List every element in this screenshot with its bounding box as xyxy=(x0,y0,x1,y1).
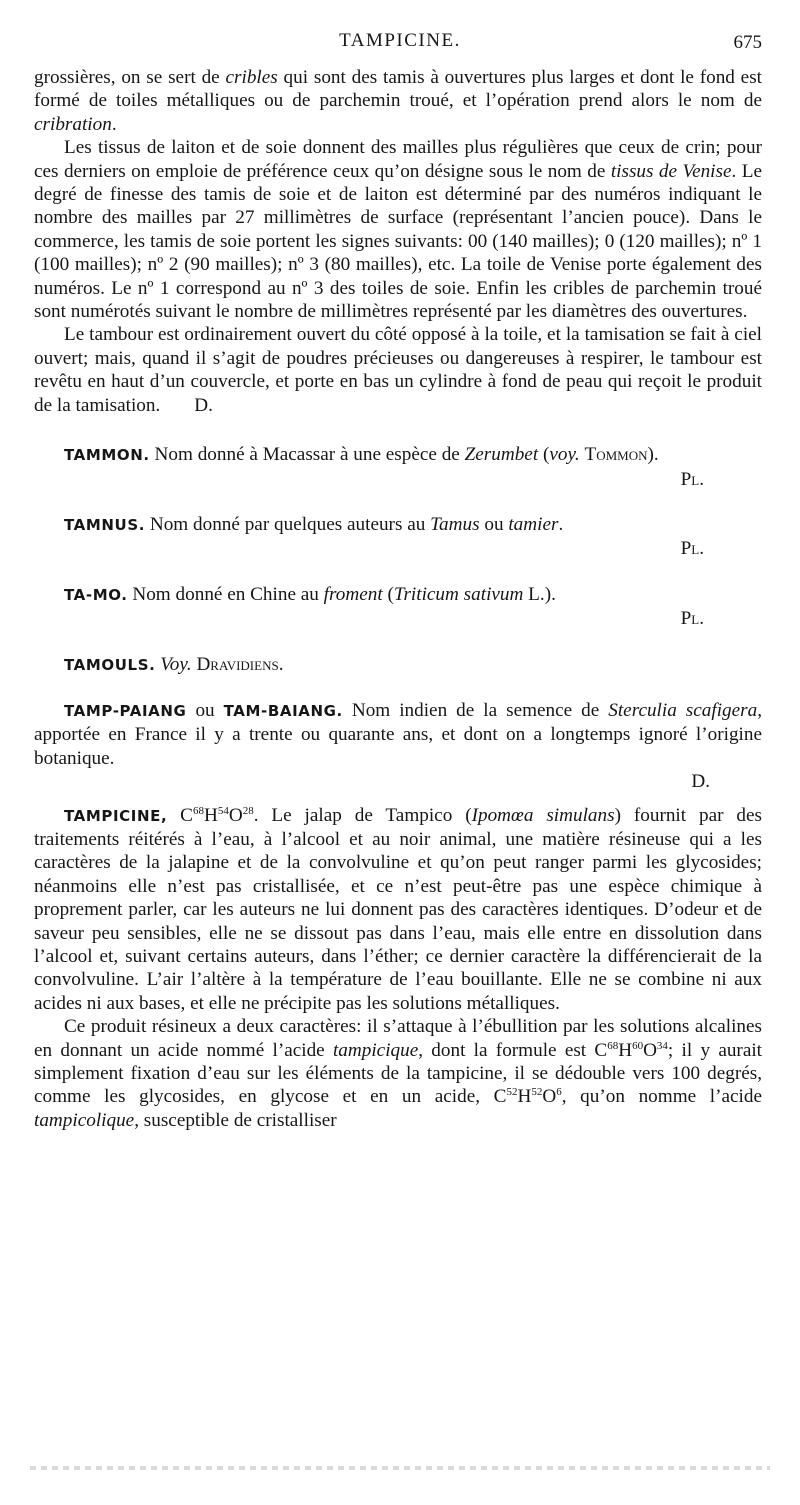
text-run: qui sont des tamis à ouvertures plus larges et dont le fond est formé de toiles métalliques ou de parchemin troué, et l’opération prend alors le nom de xyxy=(34,67,762,112)
italic-term: cribles xyxy=(225,67,278,88)
formula-part: C xyxy=(167,804,193,826)
scan-edge-artifact xyxy=(30,1466,770,1470)
running-head xyxy=(0,30,800,56)
text-run: Nom donné par quelques auteurs au xyxy=(145,513,431,535)
paragraph-tissus xyxy=(34,136,762,323)
text-run: . Le jalap de Tampico ( xyxy=(253,804,472,826)
author-signature: D. xyxy=(691,771,710,793)
author-signature: Pl. xyxy=(680,608,704,630)
paragraph-cribles xyxy=(34,66,762,136)
formula-subscript: 60 xyxy=(632,1039,644,1052)
formula-part: H xyxy=(203,804,218,826)
entry-tamouls xyxy=(34,653,762,677)
italic-term: froment xyxy=(323,583,383,605)
text-run: Les tissus de laiton et de soie donnent des mailles plus régulières que ceux de crin; pour ces derniers on emploie de préférence ceux qu’on désigne sous le nom de xyxy=(34,137,762,182)
text-run: , apportée en France il y a trente ou quarante ans, et dont on a longtemps ignoré l’origine botanique. xyxy=(34,699,763,769)
formula-part: O xyxy=(643,1039,657,1061)
italic-term: Zerumbet xyxy=(464,444,539,466)
italic-term: Tamus xyxy=(430,513,480,535)
italic-term: tissus de Venise xyxy=(610,160,732,182)
paragraph-tambour xyxy=(34,323,762,417)
author-signature: D. xyxy=(194,394,213,416)
formula-subscript: 52 xyxy=(531,1086,543,1099)
italic-term: Sterculia scafigera xyxy=(608,699,758,721)
cross-reference: Dravidiens xyxy=(196,653,279,675)
text-run: ). xyxy=(647,444,659,466)
text-run: ) fournit par des traitements réitérés à l’eau, à l’alcool et au noir animal, une matière résineuse qui a les caractères de la jalapine et de la convolvuline et qu’on peut ranger parmi les glycosides; néanmoins elle n’est pas cristallisée, et ce n’est peut-être pas une espèce chimique à proprement parler, car les auteurs ne lui donnent pas des caractères identiques. D’odeur et de saveur peu sensibles, elle ne se dissout pas dans l’eau, mais elle entre en dissolution dans l’alcool et, suivant certains auteurs, dans l’éther; ce dernier caractère la différencierait de la convolvuline. L’air l’altère à la température de l’eau bouillante. Elle ne se combine ni aux acides ni aux bases, et elle ne précipite pas les solutions métalliques. xyxy=(34,804,762,1014)
text-run: . xyxy=(111,113,117,135)
text-run: ou xyxy=(186,699,224,721)
text-run: , dont la formule est C xyxy=(418,1039,608,1061)
italic-term: voy. xyxy=(549,444,580,466)
page-number: 675 xyxy=(733,32,762,53)
formula-part: O xyxy=(542,1086,557,1108)
formula-subscript: 28 xyxy=(242,804,254,817)
entry-ta-mo xyxy=(34,583,762,607)
entry-headword: TAMNUS. xyxy=(64,515,146,534)
paragraph-produit-resineux xyxy=(34,1015,762,1132)
italic-term: tampicique xyxy=(332,1039,419,1061)
text-run: Nom indien de la semence de xyxy=(342,699,609,721)
italic-term: Triticum sativum xyxy=(393,583,524,605)
cross-reference: Tommon xyxy=(584,444,648,466)
entry-tamp-paiang xyxy=(34,699,762,770)
text-run: , qu’on nomme l’acide xyxy=(561,1086,762,1108)
text-run: , susceptible de cristalliser xyxy=(134,1109,337,1131)
text-run: . Le degré de finesse des tamis de soie et de laiton est déterminé par des numéros indiquant le nombre des mailles par 27 millimètres de surface (représentant l’ancien pouce). Dans le commerce, les tamis de soie portent les signes suivants: 00 (140 mailles); 0 (120 mailles); nº 1 (100 mailles); nº 2 (90 mailles); nº 3 (80 mailles), etc. La toile de Venise porte également des numéros. Le nº 1 correspond au nº 3 des toiles de soie. Enfin les cribles de parchemin troué sont numérotés suivant le nombre de millimètres représenté par les diamètres des ouvertures. xyxy=(34,160,762,323)
italic-term: tampicolique xyxy=(34,1109,135,1131)
author-signature: Pl. xyxy=(680,468,704,490)
entry-headword: TAMMON. xyxy=(64,446,150,465)
text-run: . xyxy=(558,513,564,535)
formula-subscript: 54 xyxy=(217,804,229,817)
text-run: ; il y aurait simplement fixation d’eau sur les éléments de la tampicine, il se dédouble vers 100 degrés, comme les glycosides, en glycose et en un acide, C xyxy=(34,1039,762,1108)
entry-headword: TAMOULS. xyxy=(64,655,156,674)
text-run: L.). xyxy=(523,583,556,605)
text-run: . xyxy=(278,653,284,675)
text-run: Le tambour est ordinairement ouvert du côté opposé à la toile, et la tamisation se fait à ciel ouvert; mais, quand il s’agit de poudres précieuses ou dangereuses à respirer, le tambour est revêtu en haut d’un couvercle, et porte en bas un cylindre à fond de peau qui reçoit le produit de la tamisation. xyxy=(34,324,762,416)
italic-term: Voy. xyxy=(160,653,192,675)
text-run: ( xyxy=(538,444,550,466)
formula-part: O xyxy=(228,804,243,826)
entry-headword: TAMPICINE, xyxy=(64,806,168,825)
italic-term: cribration xyxy=(34,113,112,135)
author-signature: Pl. xyxy=(680,538,704,560)
entry-tampicine xyxy=(34,804,762,1016)
text-run: ou xyxy=(479,513,509,535)
formula-part: H xyxy=(517,1086,532,1108)
text-run: Nom donné en Chine au xyxy=(127,583,324,605)
entry-tamnus xyxy=(34,513,762,537)
running-title: TAMPICINE. xyxy=(339,30,461,51)
formula-subscript: 52 xyxy=(506,1086,518,1099)
entry-headword: TAM-BAIANG. xyxy=(223,701,343,720)
formula-part: H xyxy=(618,1039,633,1061)
text-body xyxy=(34,66,762,1132)
entry-headword: TA-MO. xyxy=(64,585,128,604)
formula-subscript: 68 xyxy=(192,804,204,817)
text-run: grossières, on se sert de xyxy=(34,67,226,88)
text-run: ( xyxy=(382,583,394,605)
formula-subscript: 6 xyxy=(556,1086,562,1099)
text-run: Ce produit résineux a deux caractères: il s’attaque à l’ébullition par les solutions alcalines en donnant un acide nommé l’acide xyxy=(34,1016,762,1061)
entry-headword: TAMP-PAIANG xyxy=(64,701,187,720)
formula-subscript: 34 xyxy=(656,1039,668,1052)
entry-tammon xyxy=(34,443,762,467)
formula-subscript: 68 xyxy=(607,1039,619,1052)
italic-term: tamier xyxy=(508,513,559,535)
italic-term: Ipomœa simulans xyxy=(471,804,615,826)
text-run: Nom donné à Macassar à une espèce de xyxy=(149,444,465,466)
